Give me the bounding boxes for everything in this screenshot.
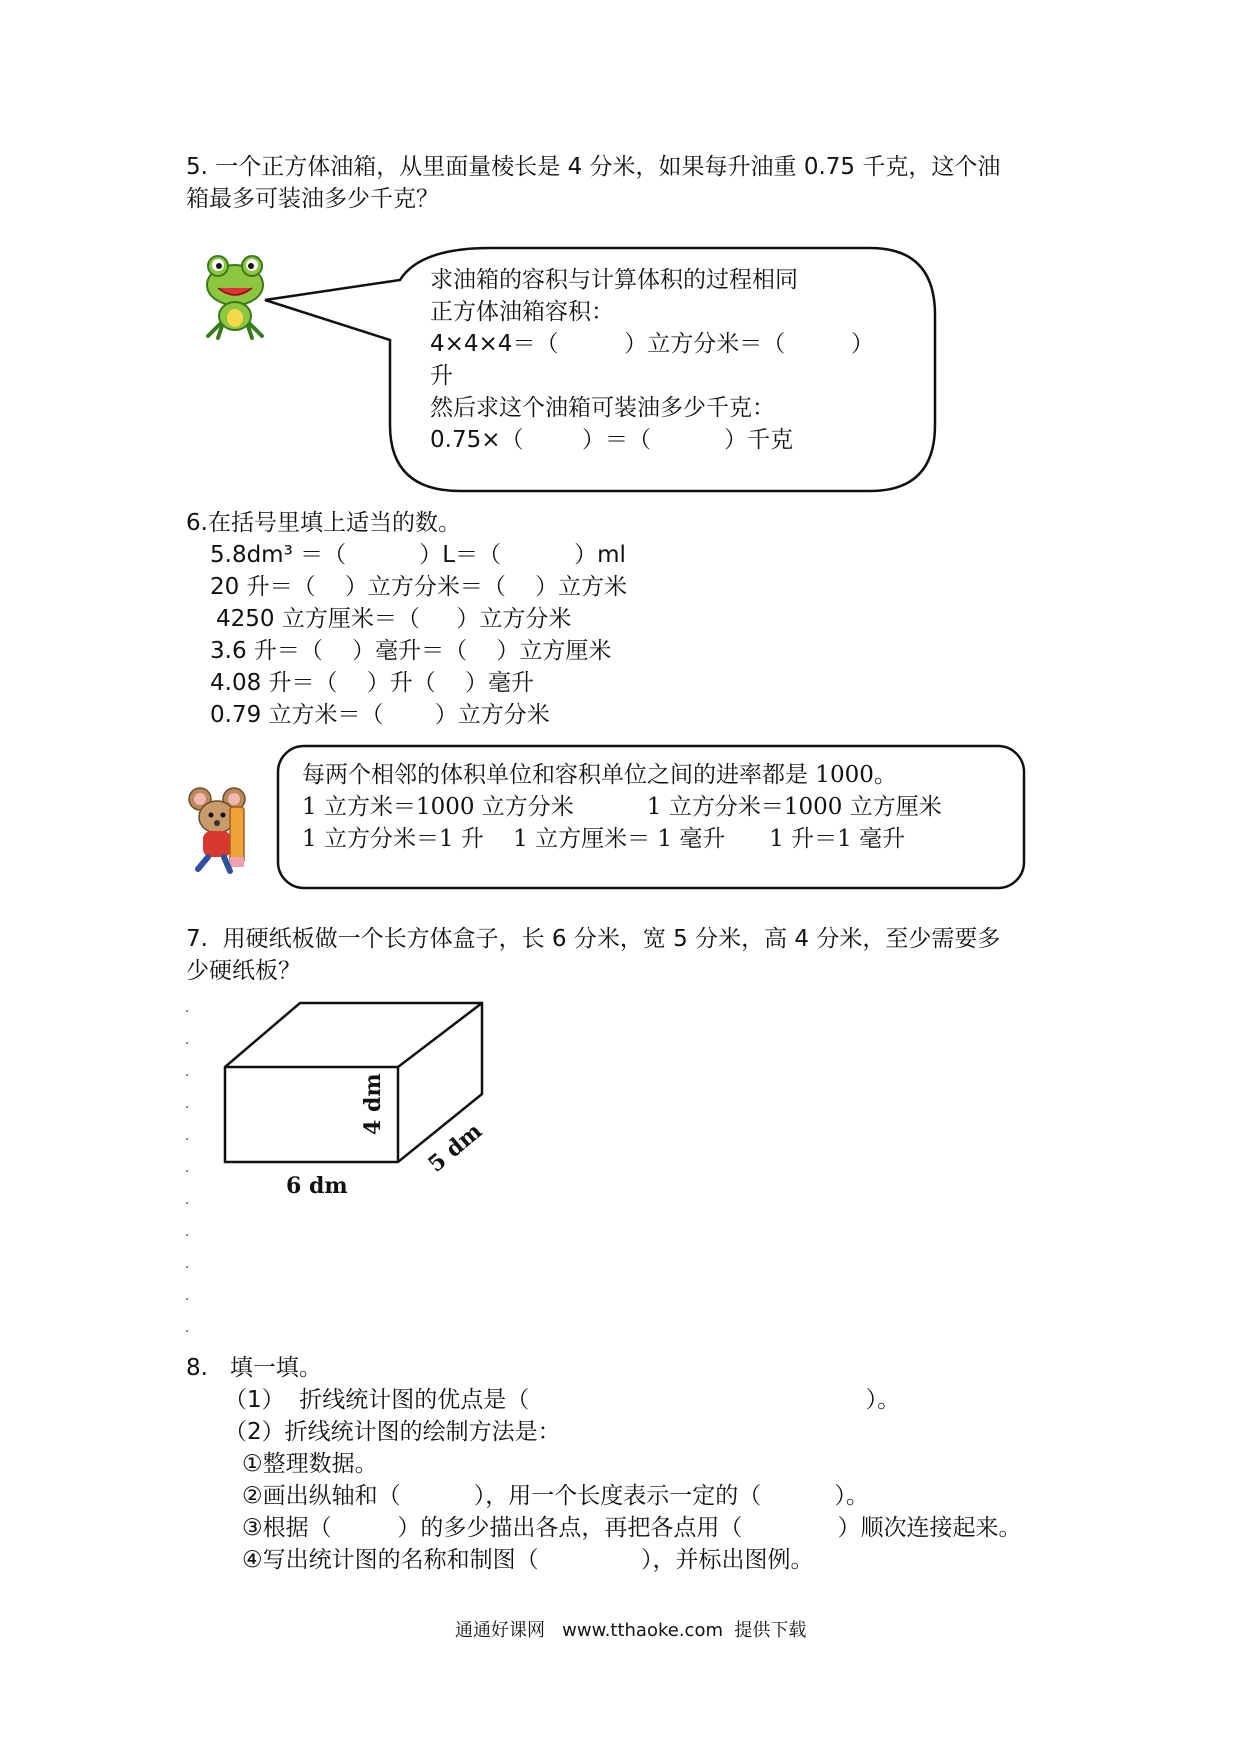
bubble-line: 求油箱的容积与计算体积的过程相同 — [430, 267, 798, 293]
footer-text: 通通好课网 www.tthaoke.com 提供下载 — [455, 1620, 807, 1641]
q7-text-line2: 少硬纸板？ — [186, 958, 301, 984]
height-label: 4 dm — [360, 1073, 386, 1135]
q5-text-line2: 箱最多可装油多少千克？ — [186, 186, 439, 212]
q6-line: 5.8dm³ ＝（ ）L＝（ ）ml — [210, 542, 626, 568]
q8-line: （1） 折线统计图的优点是（ ）。 — [224, 1387, 901, 1413]
q8-line: （2）折线统计图的绘制方法是： — [224, 1419, 561, 1445]
tip-line: 1 立方分米＝1 升 1 立方厘米＝ 1 毫升 1 升＝1 毫升 — [302, 826, 906, 852]
q8-line: ④写出统计图的名称和制图（ ），并标出图例。 — [242, 1547, 814, 1573]
q6-line: 20 升＝（ ）立方分米＝（ ）立方米 — [210, 574, 628, 600]
q6-line: 0.79 立方米＝（ ）立方分米 — [210, 702, 550, 728]
q8-line: ③根据（ ）的多少描出各点，再把各点用（ ）顺次连接起来。 — [242, 1515, 1022, 1541]
bubble-line: 0.75×（ ）＝（ ）千克 — [430, 427, 794, 453]
q5-text-line1: 5. 一个正方体油箱，从里面量棱长是 4 分米，如果每升油重 0.75 千克，这个油 — [186, 154, 1001, 180]
q6-line: 4.08 升＝（ ）升（ ）毫升 — [210, 670, 535, 696]
q7-text-line1: 7. 用硬纸板做一个长方体盒子，长 6 分米，宽 5 分米，高 4 分米，至少需要多 — [186, 926, 1001, 952]
q8-line: ①整理数据。 — [242, 1451, 378, 1477]
length-label: 6 dm — [286, 1173, 348, 1199]
tip-line: 1 立方米＝1000 立方分米 1 立方分米＝1000 立方厘米 — [302, 794, 942, 820]
q8-line: ②画出纵轴和（ ），用一个长度表示一定的（ ）。 — [242, 1483, 869, 1509]
q8-title: 8. 填一填。 — [186, 1355, 322, 1381]
bubble-line: 4×4×4＝（ ）立方分米＝（ ） — [430, 331, 875, 357]
width-label: 5 dm — [423, 1118, 488, 1178]
cuboid-diagram — [200, 995, 500, 1205]
mouse-icon — [186, 785, 256, 875]
tip-line: 每两个相邻的体积单位和容积单位之间的进率都是 1000。 — [302, 762, 897, 788]
bubble-line: 升 — [430, 363, 453, 389]
q6-title: 6.在括号里填上适当的数。 — [186, 510, 461, 536]
q6-line: 4250 立方厘米＝（ ）立方分米 — [216, 606, 572, 632]
bubble-line: 然后求这个油箱可装油多少千克： — [430, 395, 775, 421]
q6-line: 3.6 升＝（ ）毫升＝（ ）立方厘米 — [210, 638, 612, 664]
bubble-line: 正方体油箱容积： — [430, 299, 614, 325]
